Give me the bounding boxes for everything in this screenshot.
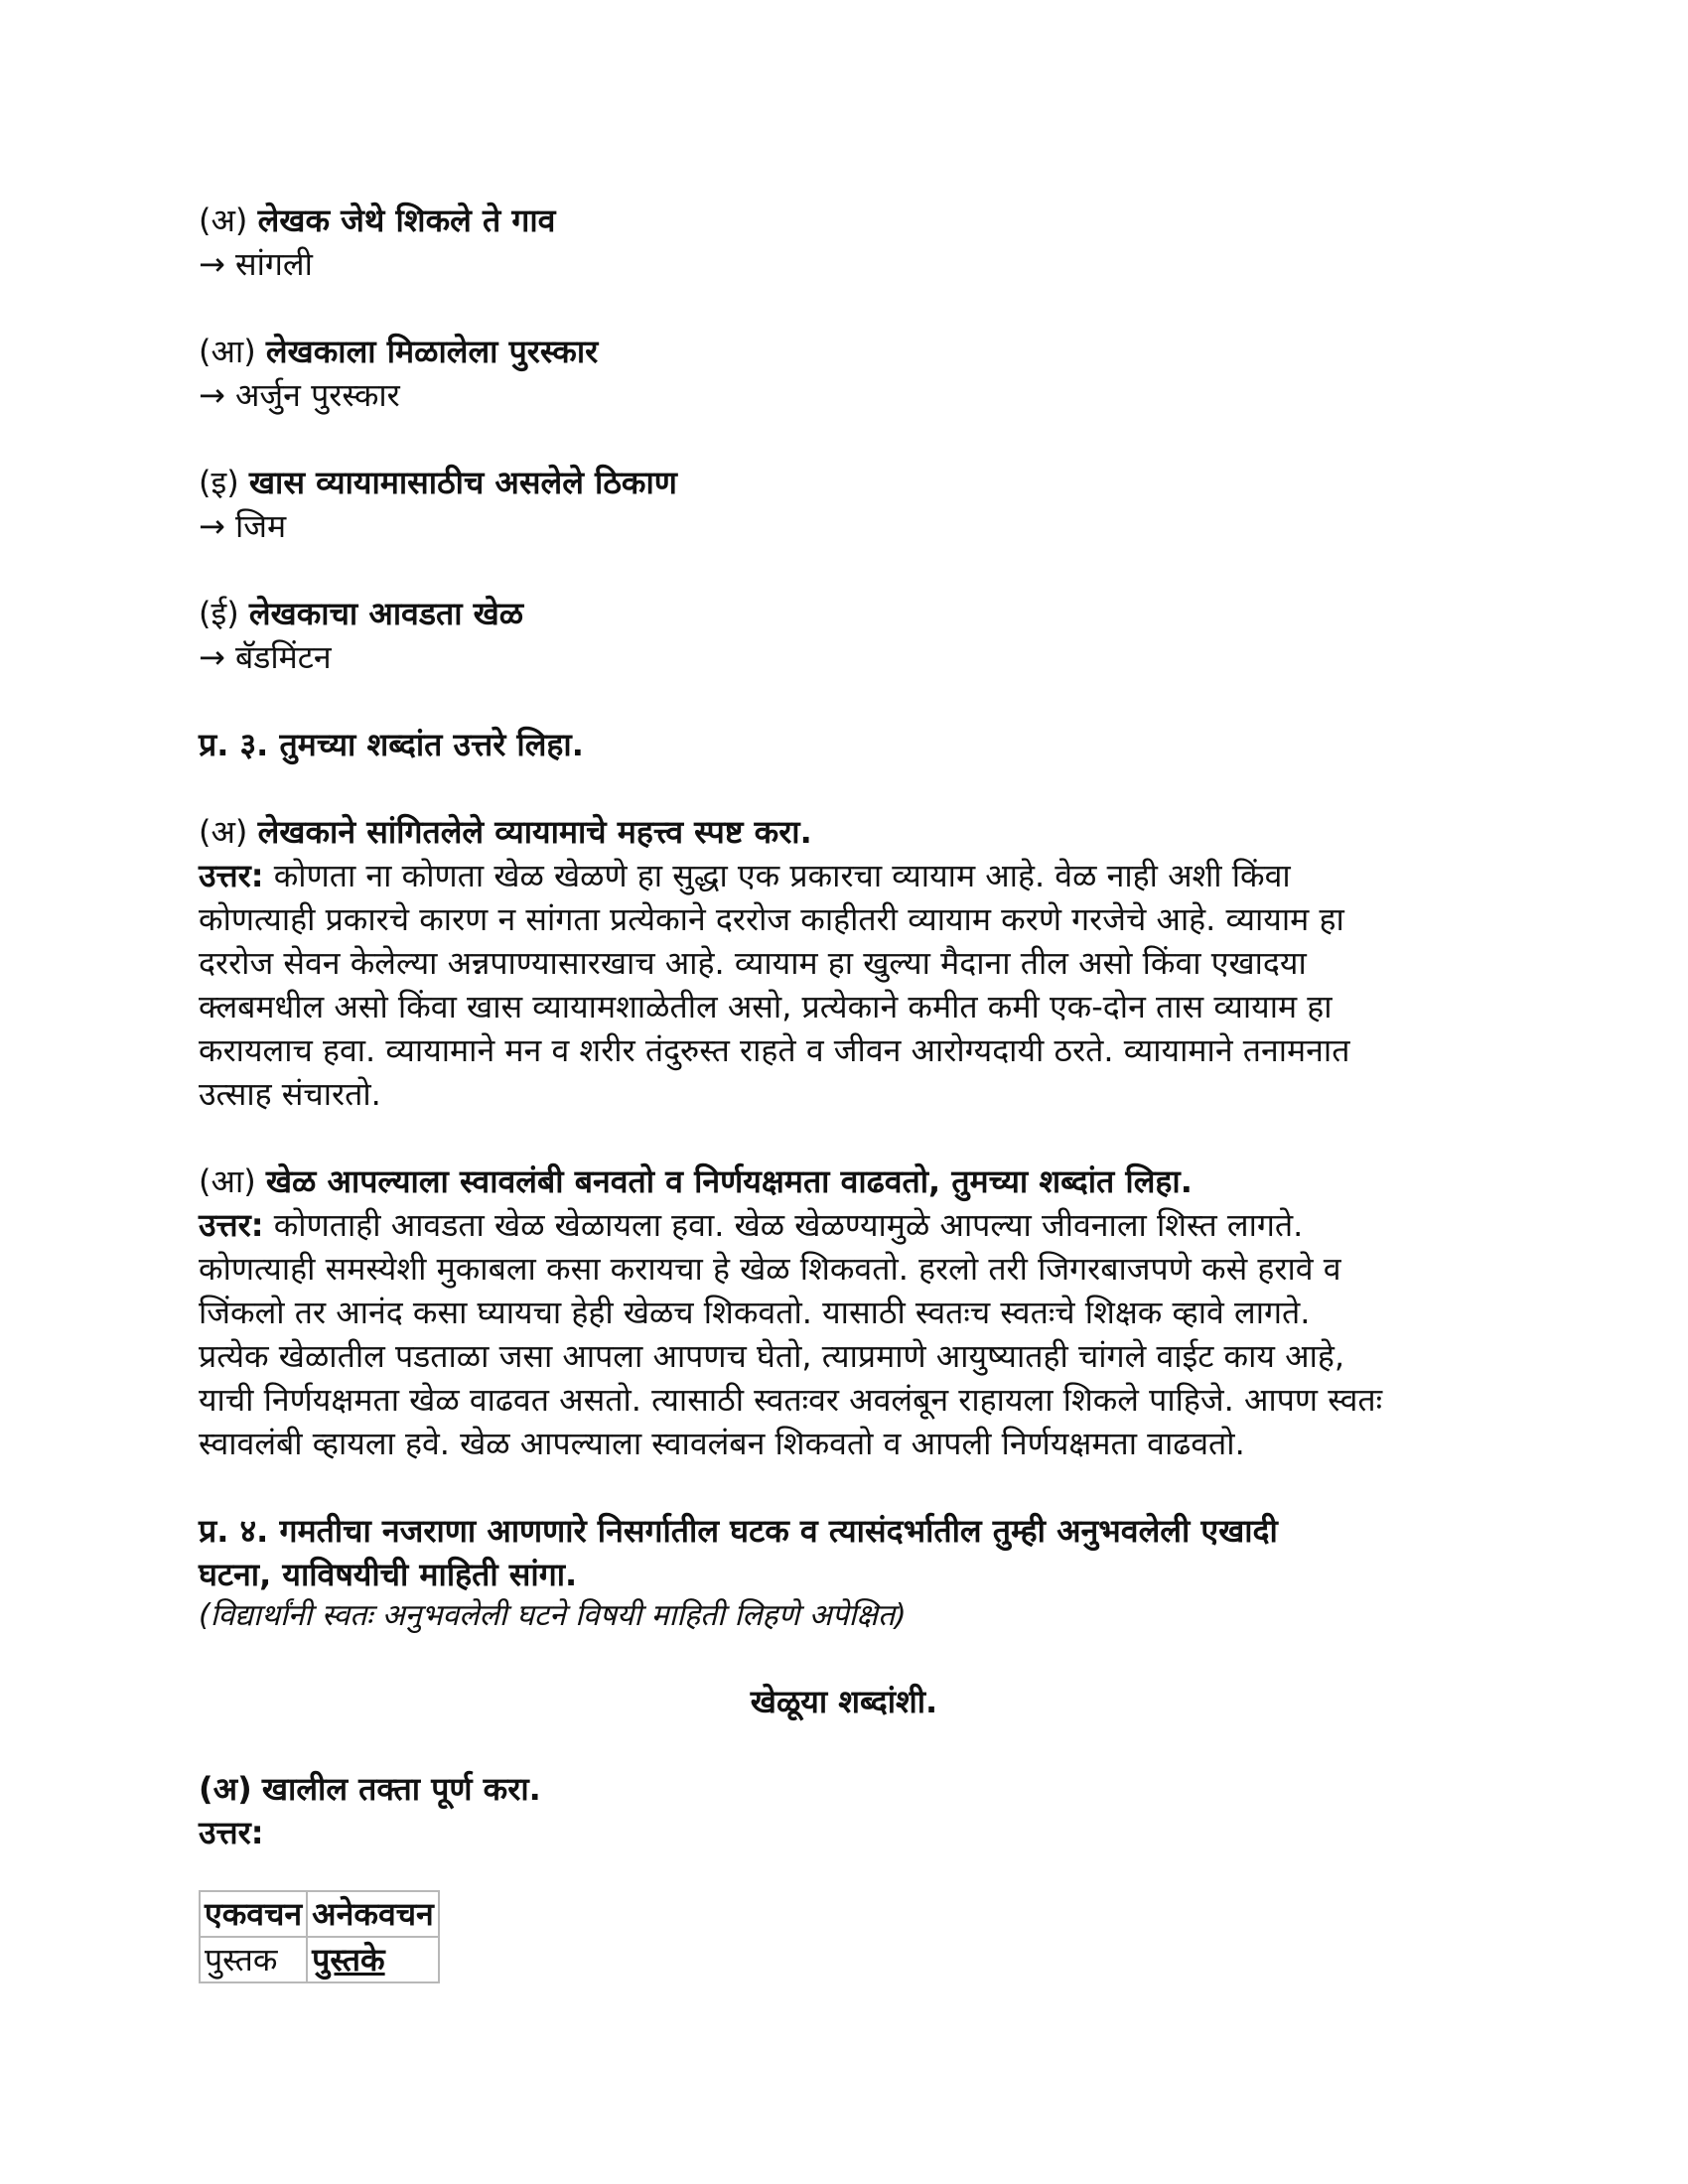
singular-plural-table — [199, 1890, 440, 1983]
answer-text: कोणताही आवडता खेळ खेळायला हवा. खेळ खेळण्यामुळे आपल्या जीवनाला शिस्त लागते. — [263, 1206, 1304, 1244]
table-cell: पुस्तके — [307, 1937, 439, 1982]
part-question-text: खेळ आपल्याला स्वावलंबी बनवतो व निर्णयक्षमता वाढवतो, तुमच्या शब्दांत लिहा. — [265, 1162, 1193, 1200]
answer-label: उत्तर: — [199, 1206, 264, 1244]
q4-heading-line: प्र. ४. गमतीचा नजराणा आणणारे निसर्गातील घटक व त्यासंदर्भातील तुम्ही अनुभवलेली एखादी — [199, 1512, 1278, 1550]
item-answer: → सांगली — [199, 245, 313, 283]
answer-text: कोणता ना कोणता खेळ खेळणे हा सुद्धा एक प्रकारचा व्यायाम आहे. वेळ नाही अशी किंवा — [263, 857, 1291, 894]
item-ii — [199, 592, 1489, 679]
task-text: खालील तक्ता पूर्ण करा. — [261, 1770, 541, 1808]
answer-label: उत्तर: — [199, 857, 264, 894]
item-question — [199, 199, 1489, 242]
answer-line: करायलाच हवा. व्यायामाने मन व शरीर तंदुरुस्त राहते व जीवन आरोग्यदायी ठरते. व्यायामाने तनामनात — [199, 1031, 1350, 1069]
item-a — [199, 199, 1489, 286]
item-question — [199, 461, 1489, 504]
q3-part-a — [199, 810, 1489, 1116]
item-answer: → जिम — [199, 507, 287, 545]
item-label: (आ) — [199, 333, 256, 370]
q4 — [199, 1509, 1489, 1636]
item-question-text: खास व्यायामासाठीच असलेले ठिकाण — [248, 464, 677, 501]
table-header-row — [200, 1891, 439, 1937]
answer-line: स्वावलंबी व्हायला हवे. खेळ आपल्याला स्वावलंबन शिकवतो व आपली निर्णयक्षमता वाढवतो. — [199, 1425, 1245, 1462]
answer-line — [199, 854, 1489, 897]
answer-line: उत्साह संचारतो. — [199, 1075, 381, 1113]
q3-heading: प्र. ३. तुमच्या शब्दांत उत्तरे लिहा. — [199, 726, 584, 763]
word-play-task — [199, 1767, 1489, 1811]
table-header-cell: अनेकवचन — [307, 1891, 439, 1937]
table-cell: पुस्तक — [200, 1937, 307, 1982]
answer-line: कोणत्याही प्रकारचे कारण न सांगता प्रत्येकाने दररोज काहीतरी व्यायाम करणे गरजेचे आहे. व्यायाम हा — [199, 900, 1344, 938]
q3-part-aa — [199, 1160, 1489, 1465]
answer-line: प्रत्येक खेळातील पडताळा जसा आपला आपणच घेतो, त्याप्रमाणे आयुष्यातही चांगले वाईट काय आहे, — [199, 1337, 1345, 1375]
part-question-text: लेखकाने सांगितलेले व्यायामाचे महत्त्व स्पष्ट करा. — [257, 813, 812, 851]
item-answer: → बॅडमिंटन — [199, 638, 332, 676]
table-header-cell: एकवचन — [200, 1891, 307, 1937]
part-label: (अ) — [199, 813, 248, 851]
part-label: (आ) — [199, 1162, 256, 1200]
item-label: (ई) — [199, 595, 239, 632]
q3-part-aa-question — [199, 1160, 1489, 1203]
item-answer: → अर्जुन पुरस्कार — [199, 376, 400, 414]
item-aa — [199, 330, 1489, 417]
item-question-text: लेखकाला मिळालेला पुरस्कार — [265, 333, 599, 370]
item-label: (अ) — [199, 202, 248, 239]
answer-line: क्लबमधील असो किंवा खास व्यायामशाळेतील असो, प्रत्येकाने कमीत कमी एक-दोन तास व्यायाम हा — [199, 988, 1333, 1025]
answer-line: दररोज सेवन केलेल्या अन्नपाण्यासारखाच आहे. व्यायाम हा खुल्या मैदाना तील असो किंवा एखादया — [199, 944, 1307, 982]
answer-line: याची निर्णयक्षमता खेळ वाढवत असतो. त्यासाठी स्वतःवर अवलंबून राहायला शिकले पाहिजे. आपण स्वतः — [199, 1381, 1383, 1419]
q3-part-a-question — [199, 810, 1489, 854]
item-question-text: लेखकाचा आवडता खेळ — [248, 595, 524, 632]
item-label: (इ) — [199, 464, 239, 501]
table-row — [200, 1937, 439, 1982]
item-question — [199, 592, 1489, 635]
item-question-text: लेखक जेथे शिकले ते गाव — [257, 202, 556, 239]
answer-line: कोणत्याही समस्येशी मुकाबला कसा करायचा हे खेळ शिकवतो. हरलो तरी जिगरबाजपणे कसे हरावे व — [199, 1250, 1341, 1288]
answer-line: जिंकलो तर आनंद कसा घ्यायचा हेही खेळच शिकवतो. यासाठी स्वतःच स्वतःचे शिक्षक व्हावे लागते. — [199, 1294, 1311, 1331]
word-play-answer-label: उत्तर: — [199, 1814, 264, 1851]
answer-line — [199, 1203, 1489, 1247]
document-page — [199, 199, 1489, 1983]
task-label: (अ) — [199, 1770, 252, 1808]
word-play-heading: खेळूया शब्दांशी. — [750, 1683, 938, 1720]
q4-note: (विद्यार्थांनी स्वतः अनुभवलेली घटने विषयी माहिती लिहणे अपेक्षित) — [199, 1598, 907, 1633]
item-question — [199, 330, 1489, 373]
item-i — [199, 461, 1489, 548]
q4-heading-line: घटना, याविषयीची माहिती सांगा. — [199, 1556, 578, 1593]
